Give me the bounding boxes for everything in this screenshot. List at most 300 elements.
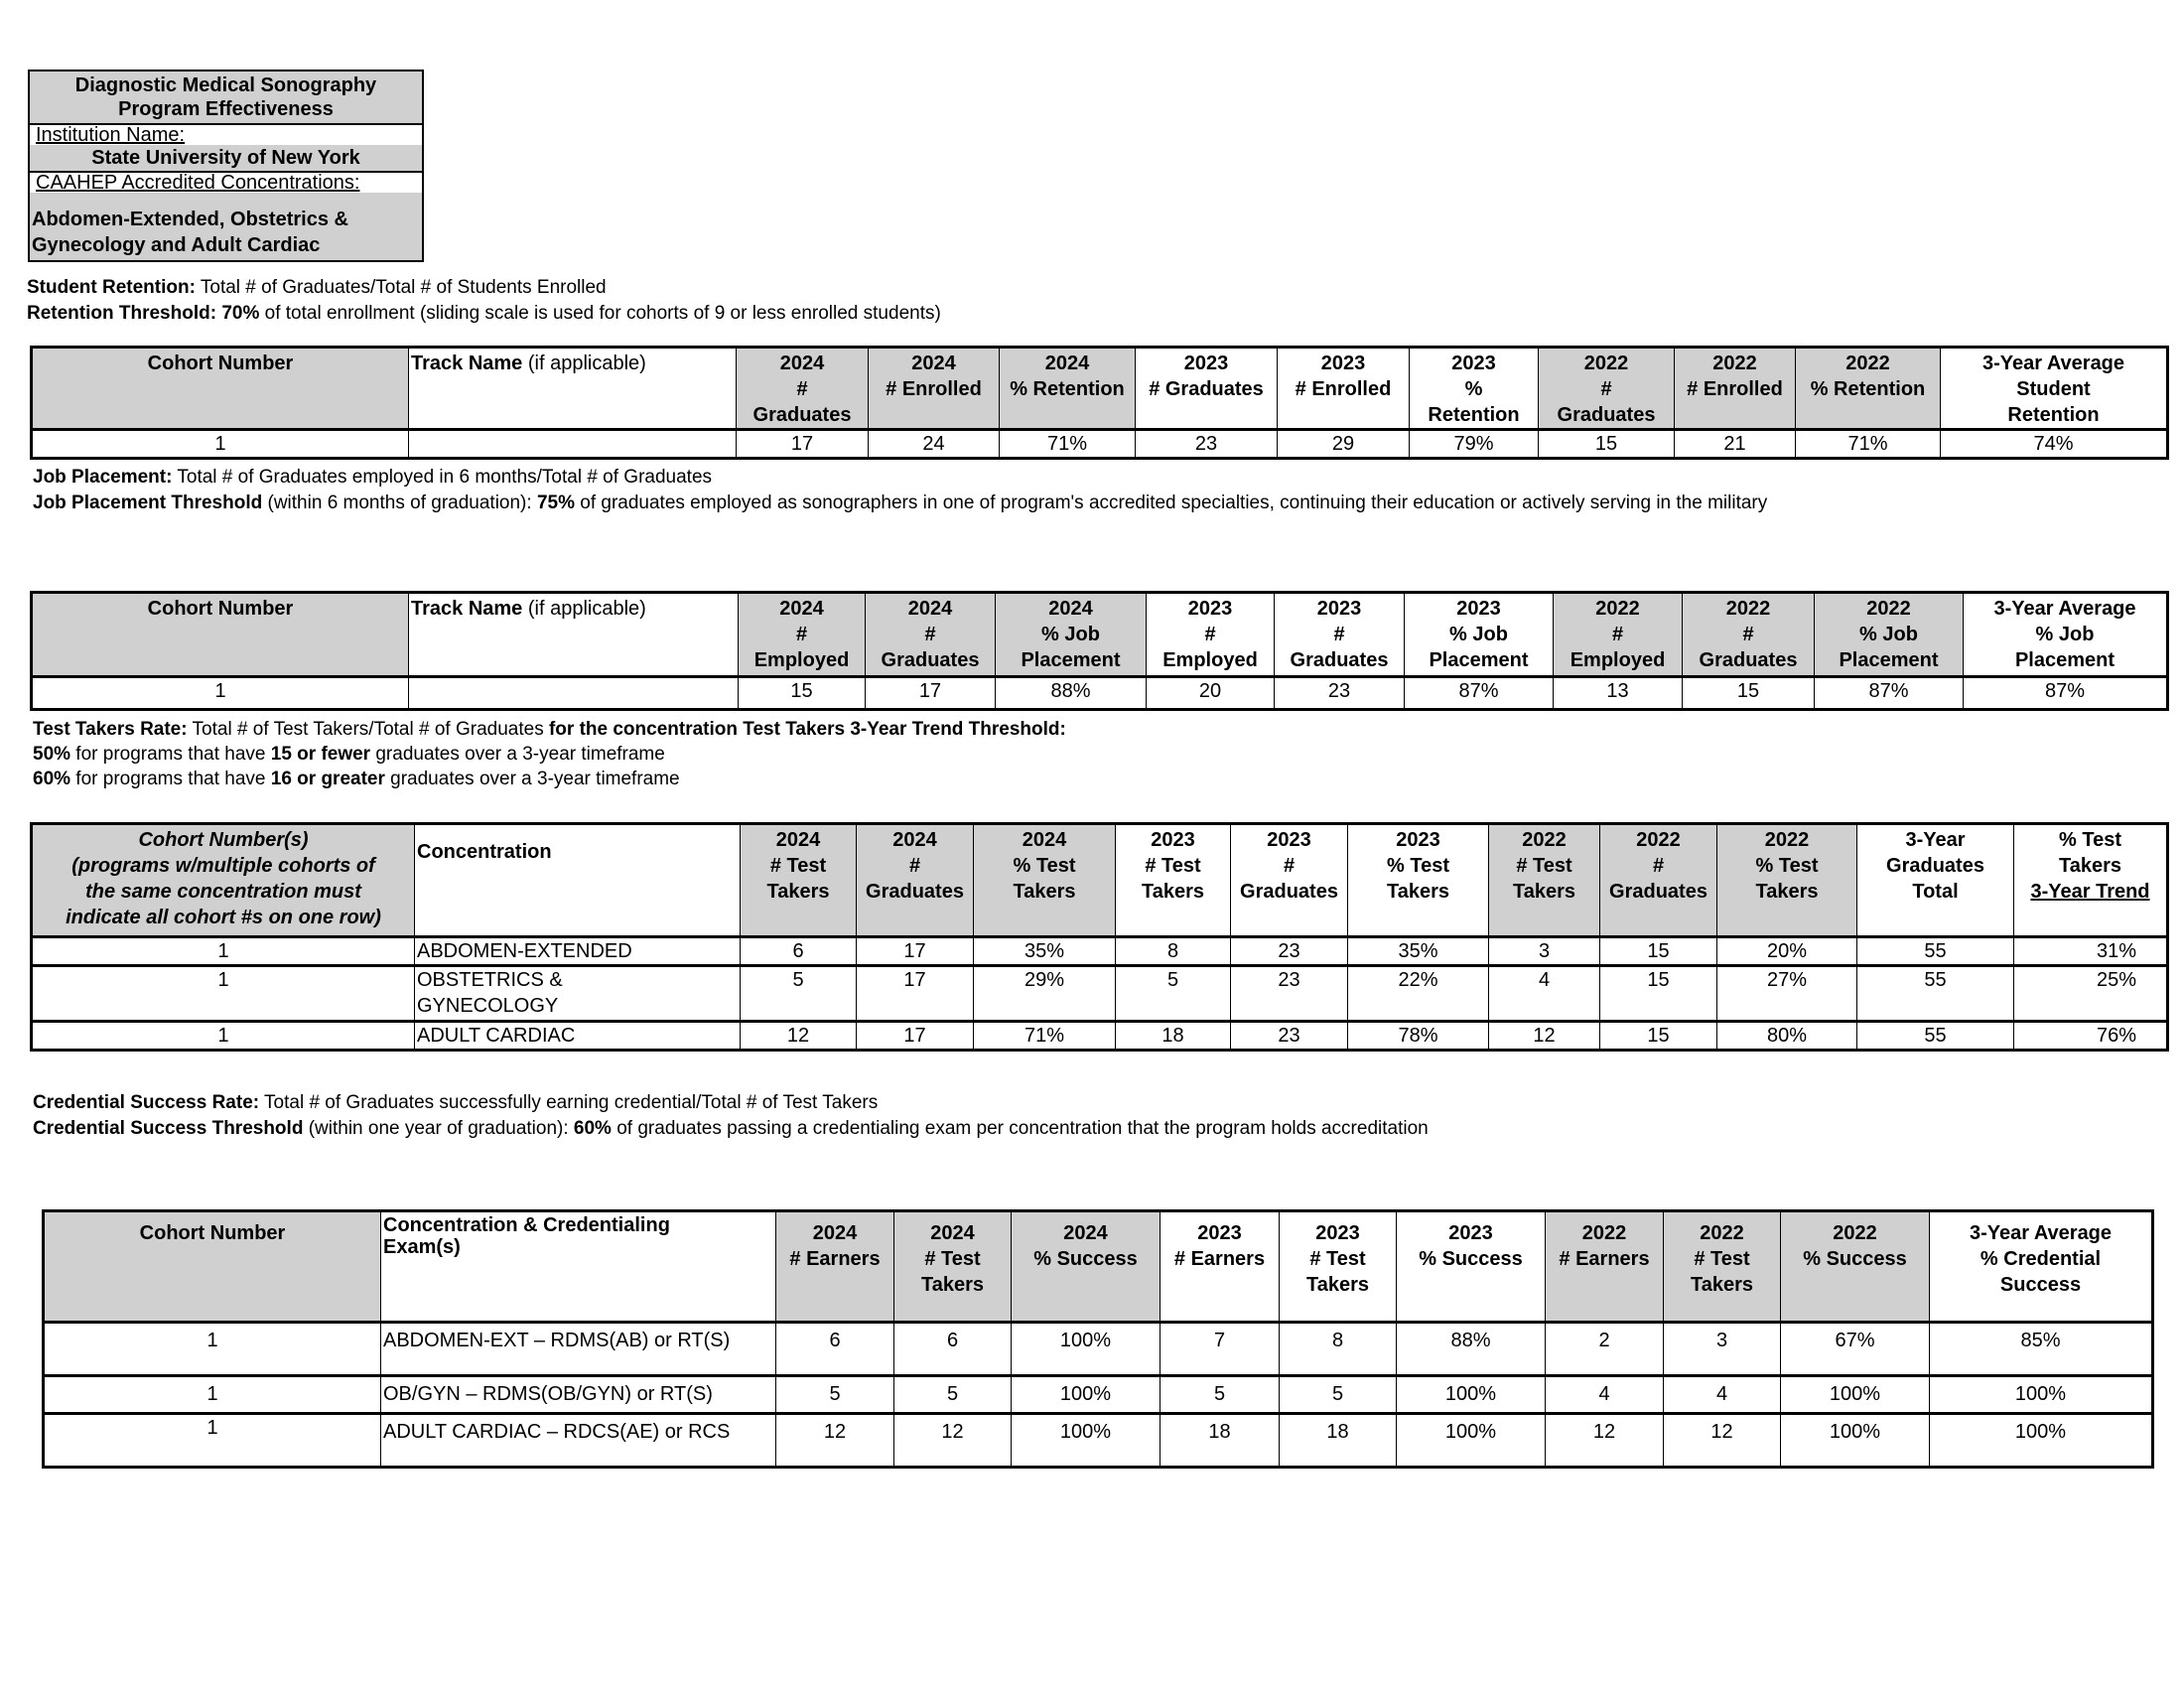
cell: 17 [737, 430, 869, 459]
h: Retention [1428, 404, 1520, 426]
h: # [795, 624, 808, 645]
cell: 4 [1489, 966, 1600, 1022]
cell: 15 [1539, 430, 1675, 459]
h: 2023 [1456, 598, 1501, 620]
h: Takers [1141, 881, 1204, 903]
concentrations-value [30, 193, 422, 260]
h: Graduates [881, 649, 980, 671]
cell: 20% [1717, 937, 1857, 966]
program-title [30, 71, 422, 125]
col-2024-retention [1000, 348, 1136, 430]
col-2024-success [1012, 1211, 1160, 1323]
cell-cohort: 1 [44, 1414, 381, 1468]
h: % Retention [1010, 378, 1125, 400]
retention-def-label: Student Retention: [27, 277, 196, 298]
table-row [32, 1022, 2168, 1051]
h: 2024 [1048, 598, 1093, 620]
cell: 74% [1941, 430, 2168, 459]
cell: 100% [1930, 1376, 2153, 1414]
cell: 17 [866, 677, 996, 710]
h: # [1600, 378, 1612, 400]
col-2022-retention [1796, 348, 1941, 430]
cell: 35% [974, 937, 1116, 966]
cell: 18 [1280, 1414, 1397, 1468]
h: 2024 [911, 352, 956, 374]
h: Student [2016, 378, 2091, 400]
concentrations-line-1: Abdomen-Extended, Obstetrics & [32, 209, 348, 230]
h: Takers [1755, 881, 1819, 903]
h: 2022 [1581, 1222, 1627, 1244]
institution-label-text: Institution Name: [36, 124, 186, 146]
h: # [1283, 855, 1296, 877]
cell: 7 [1160, 1323, 1280, 1376]
col-cohort-number: Cohort Number [32, 593, 409, 677]
h: Takers [766, 881, 830, 903]
jp-threshold-mid: (within 6 months of graduation): [262, 492, 537, 513]
cr-threshold-mid: (within one year of graduation): [303, 1118, 574, 1139]
cell-cohort: 1 [32, 937, 415, 966]
table-row [32, 430, 2168, 459]
col-2022-enrolled [1675, 348, 1796, 430]
col-2023-success [1397, 1211, 1546, 1323]
t: 16 or greater [270, 769, 385, 789]
cell-track [409, 430, 737, 459]
h: 2024 [1063, 1222, 1108, 1244]
h: 2022 [1833, 1222, 1877, 1244]
col-2023-employed [1147, 593, 1275, 677]
h: # Test [1145, 855, 1201, 877]
cell: 23 [1231, 937, 1348, 966]
cr-threshold-label: Credential Success Threshold [33, 1118, 304, 1139]
h: 2023 [1315, 1222, 1360, 1244]
cell: 35% [1348, 937, 1489, 966]
col-2022-graduates [1683, 593, 1815, 677]
institution-label [30, 125, 422, 145]
jp-threshold-label: Job Placement Threshold [33, 492, 263, 513]
cell-cohort: 1 [44, 1376, 381, 1414]
col-2022-pct-test-takers [1717, 824, 1857, 937]
h: Total [1912, 881, 1959, 903]
test-takers-threshold-large [33, 767, 680, 792]
h: # Test [1694, 1248, 1750, 1270]
h: Graduates [752, 404, 852, 426]
h: # [1742, 624, 1754, 645]
cell: 100% [1781, 1376, 1930, 1414]
h: 2022 [1595, 598, 1640, 620]
cell-cohort: 1 [32, 430, 409, 459]
h: % Test [1755, 855, 1819, 877]
col-2022-earners [1546, 1211, 1664, 1323]
cell-track [409, 677, 739, 710]
tt-def-text: Total # of Test Takers/Total # of Graduates [187, 719, 549, 740]
h: Graduates [1240, 881, 1338, 903]
col-2023-graduates [1231, 824, 1348, 937]
tt-pct-60: 60% [33, 769, 71, 789]
tt-def-label: Test Takers Rate: [33, 719, 188, 740]
jp-threshold-pct: 75% [536, 492, 575, 513]
h: 2024 [779, 352, 825, 374]
job-placement-header-row [32, 593, 2168, 677]
h: 2023 [1197, 1222, 1242, 1244]
h: Takers [1305, 1274, 1369, 1296]
table-row [32, 677, 2168, 710]
credential-success-table [42, 1209, 2154, 1469]
retention-def-text: Total # of Graduates/Total # of Students Enrolled [195, 277, 607, 298]
col-2022-employed [1554, 593, 1683, 677]
cell: 79% [1410, 430, 1539, 459]
col-2023-graduates [1275, 593, 1405, 677]
h: 3-Year Average [1969, 1222, 2113, 1244]
h: 2023 [1396, 829, 1440, 851]
test-takers-header-row [32, 824, 2168, 937]
col-cohort-number: Cohort Number [44, 1211, 381, 1323]
h: 2023 [1267, 829, 1311, 851]
h: Employed [753, 649, 850, 671]
col-2022-graduates [1539, 348, 1675, 430]
h: 2023 [1451, 352, 1496, 374]
cell: 5 [741, 966, 857, 1022]
h: 2022 [1866, 598, 1911, 620]
h: Graduates [1290, 649, 1389, 671]
col-concentration-exam [381, 1211, 776, 1323]
h: # Enrolled [1295, 378, 1392, 400]
cell: 12 [776, 1414, 894, 1468]
col-2024-employed [739, 593, 866, 677]
h: % Test [1387, 855, 1449, 877]
cell: 78% [1348, 1022, 1489, 1051]
cell: 76% [2014, 1022, 2168, 1051]
cell: 21 [1675, 430, 1796, 459]
cell: 2 [1546, 1323, 1664, 1376]
h: % Success [1803, 1248, 1907, 1270]
cell: 25% [2014, 966, 2168, 1022]
h: Takers [2058, 855, 2121, 877]
h: Cohort Number(s) [138, 829, 309, 851]
cr-threshold-pct: 60% [573, 1118, 612, 1139]
h: Placement [2014, 649, 2116, 671]
h: (programs w/multiple cohorts of [71, 855, 375, 877]
cell: 100% [1012, 1376, 1160, 1414]
retention-definition [27, 275, 607, 301]
jp-threshold-text: of graduates employed as sonographers in one of program's accredited specialties, continuing their education or actively serving in the military [574, 492, 1768, 513]
cell: 100% [1781, 1414, 1930, 1468]
col-2022-test-takers [1664, 1211, 1781, 1323]
h: 2024 [1022, 829, 1067, 851]
cell: 22% [1348, 966, 1489, 1022]
h: % Retention [1810, 378, 1926, 400]
cell: 88% [1397, 1323, 1546, 1376]
col-3yr-avg-job-placement [1964, 593, 2168, 677]
cell: 6 [741, 937, 857, 966]
col-concentration: Concentration [415, 824, 741, 937]
retention-table [30, 346, 2169, 460]
h: 2023 [1183, 352, 1229, 374]
cell: 100% [1397, 1376, 1546, 1414]
h: Success [1999, 1274, 2082, 1296]
h: # Graduates [1149, 378, 1264, 400]
cell-cohort: 1 [32, 1022, 415, 1051]
track-name-note: (if applicable) [522, 598, 646, 620]
retention-threshold-text: of total enrollment (sliding scale is used for cohorts of 9 or less enrolled students) [259, 303, 941, 324]
h: % Credential [1979, 1248, 2102, 1270]
track-name-bold: Track Name [411, 598, 523, 620]
cell: 80% [1717, 1022, 1857, 1051]
h: % Job [2035, 624, 2095, 645]
title-line-1: Diagnostic Medical Sonography [74, 74, 377, 96]
cell: 5 [894, 1376, 1012, 1414]
cell: 3 [1489, 937, 1600, 966]
retention-threshold-label: Retention Threshold: 70% [27, 303, 260, 324]
cell: 15 [1600, 1022, 1717, 1051]
h: # [1204, 624, 1216, 645]
cell: 8 [1280, 1323, 1397, 1376]
track-name-note: (if applicable) [522, 352, 646, 374]
cell: 13 [1554, 677, 1683, 710]
job-placement-definition [33, 465, 712, 491]
col-2024-test-takers [741, 824, 857, 937]
h: 2024 [930, 1222, 975, 1244]
col-2024-enrolled [869, 348, 1000, 430]
h: Takers [920, 1274, 984, 1296]
h: indicate all cohort #s on one row) [66, 907, 381, 928]
col-2023-job-placement [1405, 593, 1554, 677]
cell-exam: OB/GYN – RDMS(OB/GYN) or RT(S) [381, 1376, 776, 1414]
h: Placement [1021, 649, 1121, 671]
col-track-name [409, 593, 739, 677]
h: # Test [1309, 1248, 1366, 1270]
h: # [924, 624, 936, 645]
institution-name: State University of New York [30, 145, 422, 173]
table-row [44, 1376, 2153, 1414]
col-cohort-numbers [32, 824, 415, 937]
credential-header-row [44, 1211, 2153, 1323]
h: # Earners [789, 1248, 881, 1270]
cell: 67% [1781, 1323, 1930, 1376]
h: Graduates [1557, 404, 1656, 426]
h: # Earners [1173, 1248, 1266, 1270]
cell: 88% [996, 677, 1147, 710]
cell: 71% [1000, 430, 1136, 459]
h: 2022 [1700, 1222, 1744, 1244]
cell: 87% [1815, 677, 1964, 710]
cell: 4 [1546, 1376, 1664, 1414]
h: % Job [1041, 624, 1100, 645]
cell: 12 [894, 1414, 1012, 1468]
h: Exam(s) [383, 1236, 461, 1258]
cell-cohort: 1 [32, 677, 409, 710]
cell: 18 [1116, 1022, 1231, 1051]
tt-def-bold: for the concentration Test Takers 3-Year Trend Threshold: [548, 719, 1066, 740]
cr-threshold-text: of graduates passing a credentialing exam per concentration that the program holds accreditation [611, 1118, 1429, 1139]
h: # Enrolled [1687, 378, 1783, 400]
h: 3-Year Average [1993, 598, 2136, 620]
h: # Earners [1559, 1248, 1650, 1270]
h: Graduates [1886, 855, 1984, 877]
cell: 23 [1231, 966, 1348, 1022]
h: 2024 [775, 829, 821, 851]
credential-definition [33, 1090, 878, 1116]
cell-cohort: 1 [44, 1323, 381, 1376]
cell: 24 [869, 430, 1000, 459]
h: Takers [1690, 1274, 1753, 1296]
cell: 20 [1147, 677, 1275, 710]
h: 2024 [892, 829, 937, 851]
table-row [44, 1323, 2153, 1376]
table-row [32, 966, 2168, 1022]
h: Takers [1512, 881, 1575, 903]
cell: 5 [1280, 1376, 1397, 1414]
retention-header-row [32, 348, 2168, 430]
cell: 6 [894, 1323, 1012, 1376]
h: 2023 [1187, 598, 1233, 620]
cell: 5 [1160, 1376, 1280, 1414]
job-placement-table [30, 591, 2169, 711]
h: 2022 [1636, 829, 1681, 851]
col-2023-enrolled [1278, 348, 1410, 430]
cell: 8 [1116, 937, 1231, 966]
t: graduates over a 3-year timeframe [370, 744, 665, 765]
cell: 71% [1796, 430, 1941, 459]
cell: 3 [1664, 1323, 1781, 1376]
h: # Enrolled [886, 378, 982, 400]
h: Placement [1839, 649, 1939, 671]
h: # [908, 855, 921, 877]
cell: 15 [739, 677, 866, 710]
col-2023-earners [1160, 1211, 1280, 1323]
cell-concentration: ABDOMEN-EXTENDED [415, 937, 741, 966]
h: Graduates [866, 881, 964, 903]
cr-def-text: Total # of Graduates successfully earning credential/Total # of Test Takers [259, 1092, 879, 1113]
cell: 4 [1664, 1376, 1781, 1414]
h: 2023 [1151, 829, 1195, 851]
cell: 12 [741, 1022, 857, 1051]
col-3yr-trend [2014, 824, 2168, 937]
col-2023-test-takers [1280, 1211, 1397, 1323]
concentrations-line-2: Gynecology and Adult Cardiac [32, 234, 321, 256]
t: for programs that have [70, 744, 271, 765]
cell: 23 [1231, 1022, 1348, 1051]
credential-threshold [33, 1116, 1429, 1142]
cell: 17 [857, 937, 974, 966]
h: 2023 [1320, 352, 1366, 374]
cell: 6 [776, 1323, 894, 1376]
cell: 12 [1664, 1414, 1781, 1468]
h: # Test [769, 855, 827, 877]
table-row [44, 1414, 2153, 1468]
h: % Job [1859, 624, 1918, 645]
h: 2022 [1712, 352, 1757, 374]
h: Graduates [1609, 881, 1707, 903]
cell: 5 [1116, 966, 1231, 1022]
concentrations-label [30, 173, 422, 193]
track-name-bold: Track Name [411, 352, 523, 374]
cell: 12 [1546, 1414, 1664, 1468]
h: % Test [1013, 855, 1076, 877]
h: Employed [1162, 649, 1258, 671]
col-2024-graduates [857, 824, 974, 937]
test-takers-definition [33, 717, 1066, 743]
cell: 100% [1930, 1414, 2153, 1468]
h: 2023 [1448, 1222, 1493, 1244]
h: % Job [1449, 624, 1508, 645]
col-2023-pct-test-takers [1348, 824, 1489, 937]
h: % Success [1419, 1248, 1523, 1270]
cell: 31% [2014, 937, 2168, 966]
h: 2024 [812, 1222, 858, 1244]
jp-def-label: Job Placement: [33, 467, 173, 488]
cell-exam: ADULT CARDIAC – RDCS(AE) or RCS [381, 1414, 776, 1468]
col-2022-graduates [1600, 824, 1717, 937]
t: 15 or fewer [270, 744, 371, 765]
h: Takers [1386, 881, 1449, 903]
h: 2024 [907, 598, 953, 620]
col-2024-test-takers [894, 1211, 1012, 1323]
cell: 12 [1489, 1022, 1600, 1051]
table-row [32, 937, 2168, 966]
col-2024-job-placement [996, 593, 1147, 677]
cell: 71% [974, 1022, 1116, 1051]
col-2022-test-takers [1489, 824, 1600, 937]
h: 2022 [1725, 598, 1771, 620]
cell: 100% [1012, 1323, 1160, 1376]
col-2023-retention [1410, 348, 1539, 430]
col-2022-job-placement [1815, 593, 1964, 677]
t: for programs that have [70, 769, 271, 789]
h: # [796, 378, 808, 400]
col-cohort-number: Cohort Number [32, 348, 409, 430]
cell: 15 [1600, 966, 1717, 1022]
col-2022-success [1781, 1211, 1930, 1323]
h: 2022 [1845, 352, 1890, 374]
cell: 17 [857, 1022, 974, 1051]
cell: 17 [857, 966, 974, 1022]
col-3yr-graduates-total [1857, 824, 2014, 937]
h: 3-Year Trend [2030, 881, 2150, 903]
h: % Test [2059, 829, 2121, 851]
tt-pct-50: 50% [33, 744, 71, 765]
h: 2022 [1764, 829, 1810, 851]
cell: 23 [1275, 677, 1405, 710]
h: the same concentration must [85, 881, 361, 903]
col-3yr-avg-credential-success [1930, 1211, 2153, 1323]
cell-cohort: 1 [32, 966, 415, 1022]
test-takers-table [30, 822, 2169, 1052]
t: graduates over a 3-year timeframe [384, 769, 680, 789]
h: Retention [2007, 404, 2100, 426]
h: 2023 [1316, 598, 1362, 620]
col-2024-graduates [737, 348, 869, 430]
cell: 27% [1717, 966, 1857, 1022]
cell: 85% [1930, 1323, 2153, 1376]
col-track-name [409, 348, 737, 430]
h: Takers [1013, 881, 1076, 903]
h: 2024 [779, 598, 824, 620]
cell: 18 [1160, 1414, 1280, 1468]
jp-def-text: Total # of Graduates employed in 6 months/Total # of Graduates [172, 467, 713, 488]
h: 3-Year Average [1981, 352, 2125, 374]
cell: 29 [1278, 430, 1410, 459]
col-3yr-avg-retention [1941, 348, 2168, 430]
col-2023-test-takers [1116, 824, 1231, 937]
cell: 15 [1683, 677, 1815, 710]
h: # [1611, 624, 1624, 645]
retention-threshold [27, 301, 941, 327]
cell: 87% [1405, 677, 1554, 710]
job-placement-threshold [33, 491, 1767, 516]
h: % [1464, 378, 1483, 400]
cell: 87% [1964, 677, 2168, 710]
cell-concentration: OBSTETRICS & GYNECOLOGY [415, 966, 741, 1022]
